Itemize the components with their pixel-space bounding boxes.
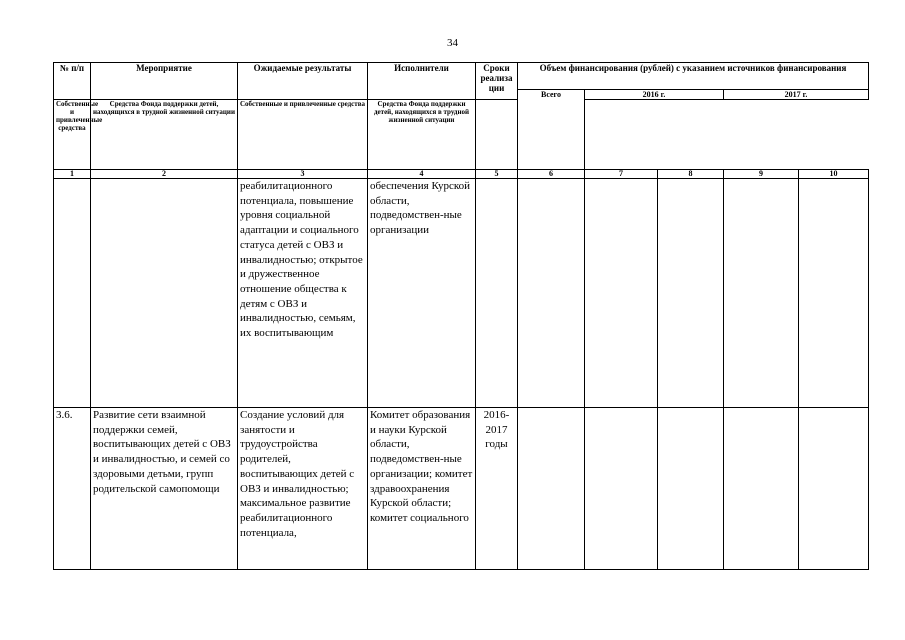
row-total <box>518 408 585 570</box>
row-own-funds-2017 <box>724 408 799 570</box>
row-fund-means-2017 <box>799 179 869 408</box>
row-terms: 2016-2017 годы <box>476 408 518 570</box>
row-executors: обеспечения Курской области, подведомствен-ные организации <box>368 179 476 408</box>
row-total <box>518 179 585 408</box>
row-num <box>54 179 91 408</box>
header-results: Ожидаемые результаты <box>238 63 368 100</box>
column-number: 2 <box>91 170 238 179</box>
row-own-funds-2016 <box>585 179 658 408</box>
header-executors: Исполнители <box>368 63 476 100</box>
financing-table <box>53 62 869 570</box>
row-executors: Комитет образования и науки Курской области, подведомствен-ные организации; комитет здравоохранения Курской области; комитет социального <box>368 408 476 570</box>
header-event: Мероприятие <box>91 63 238 100</box>
header-year-2017: 2017 г. <box>724 90 869 100</box>
header-financing: Объем финансирования (рублей) с указанием источников финансирования <box>518 63 869 90</box>
table-row <box>54 179 869 408</box>
header-fund-means-2017: Средства Фонда поддержки детей, находящихся в трудной жизненной ситуации <box>368 100 476 170</box>
column-number-row <box>54 170 869 179</box>
column-number: 9 <box>724 170 799 179</box>
header-fund-means-2016: Средства Фонда поддержки детей, находящихся в трудной жизненной ситуации <box>91 100 238 170</box>
row-fund-means-2017 <box>799 408 869 570</box>
column-number: 8 <box>658 170 724 179</box>
row-own-funds-2016 <box>585 408 658 570</box>
row-event: Развитие сети взаимной поддержки семей, воспитывающих детей с ОВЗ и инвалидностью, и семей со здоровыми детьми, групп родительской самопомощи <box>91 408 238 570</box>
column-number: 7 <box>585 170 658 179</box>
column-number: 3 <box>238 170 368 179</box>
row-fund-means-2016 <box>658 179 724 408</box>
row-results: Создание условий для занятости и трудоустройства родителей, воспитывающих детей с ОВЗ и инвалидностью; максимальное развитие реабилитационного потенциала, <box>238 408 368 570</box>
header-terms: Сроки реализа ции <box>476 63 518 100</box>
header-own-funds-2016: Собственные и привлеченные средства <box>54 100 91 170</box>
column-number: 1 <box>54 170 91 179</box>
header-num: № п/п <box>54 63 91 100</box>
row-event <box>91 179 238 408</box>
row-results: реабилитационного потенциала, повышение уровня социальной адаптации и социального статуса детей с ОВЗ и инвалидностью; открытое и дружественное отношение общества к детям с ОВЗ и инвалидностью, семьям, их воспитывающим <box>238 179 368 408</box>
row-own-funds-2017 <box>724 179 799 408</box>
header-year-2016: 2016 г. <box>585 90 724 100</box>
column-number: 6 <box>518 170 585 179</box>
header-own-funds-2017: Собственные и привлеченные средства <box>238 100 368 170</box>
column-number: 4 <box>368 170 476 179</box>
table-row <box>54 408 869 570</box>
header-total: Всего <box>518 90 585 170</box>
row-terms <box>476 179 518 408</box>
column-number: 10 <box>799 170 869 179</box>
page-number: 34 <box>447 37 458 49</box>
column-number: 5 <box>476 170 518 179</box>
row-num: 3.6. <box>54 408 91 570</box>
row-fund-means-2016 <box>658 408 724 570</box>
